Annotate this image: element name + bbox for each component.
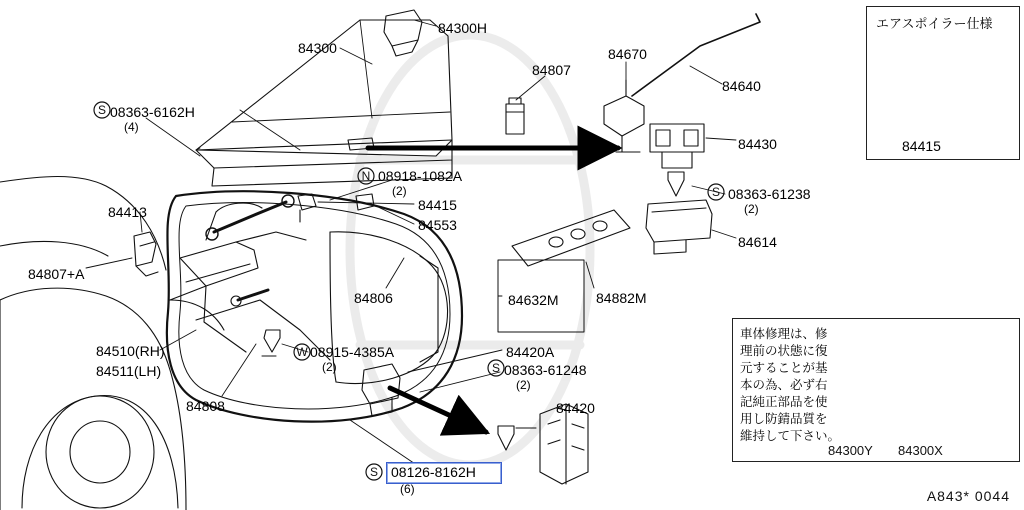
label-84614: 84614 xyxy=(738,234,777,250)
svg-text:S: S xyxy=(369,465,379,479)
repair-note-line-4: 本の為、必ず右 xyxy=(740,377,828,392)
svg-text:S: S xyxy=(711,185,721,199)
label-08915-4385A-qty: (2) xyxy=(322,360,337,374)
label-84415-spoiler: 84415 xyxy=(902,138,941,154)
repair-note-line-2: 理前の状態に復 xyxy=(740,343,828,358)
drawing-code: A843* 0044 xyxy=(926,488,1010,504)
label-84511-LH: 84511(LH) xyxy=(96,363,162,379)
label-84300X: 84300X xyxy=(898,443,943,458)
label-08363-61248-qty: (2) xyxy=(516,378,531,392)
svg-text:S: S xyxy=(97,103,107,117)
spoiler-spec-title: エアスポイラー仕様 xyxy=(876,17,993,32)
repair-note-line-1: 車体修理は、修 xyxy=(740,326,828,341)
label-08918-1082A: 08918-1082A xyxy=(378,168,463,184)
label-84807-A: 84807+A xyxy=(28,266,85,282)
highlighted-part-qty: (6) xyxy=(400,482,415,496)
label-84632M: 84632M xyxy=(508,292,559,308)
repair-note-line-6: 用し防錆品質を xyxy=(740,411,828,426)
highlighted-part-number[interactable] xyxy=(386,462,502,484)
svg-text:W: W xyxy=(296,345,308,359)
label-84510-RH: 84510(RH) xyxy=(96,343,165,359)
label-08363-61238: 08363-61238 xyxy=(728,186,811,202)
highlighted-part-text: 08126-8162H xyxy=(391,464,476,480)
repair-note-line-5: 記純正部品を使 xyxy=(740,394,828,409)
label-84300: 84300 xyxy=(298,40,337,56)
label-08363-61248: 08363-61248 xyxy=(504,362,587,378)
label-84420A: 84420A xyxy=(506,344,555,360)
label-08363-61238-qty: (2) xyxy=(744,202,759,216)
repair-note-line-7: 維持して下さい。 xyxy=(740,428,841,443)
label-84882M: 84882M xyxy=(596,290,647,306)
label-84430: 84430 xyxy=(738,136,777,152)
label-08363-6162H: 08363-6162H xyxy=(110,104,195,120)
label-08918-1082A-qty: (2) xyxy=(392,184,407,198)
label-84413: 84413 xyxy=(108,204,147,220)
label-84808: 84808 xyxy=(186,398,225,414)
label-84640: 84640 xyxy=(722,78,761,94)
label-08363-6162H-qty: (4) xyxy=(124,120,139,134)
repair-note-line-3: 元することが基 xyxy=(740,360,828,375)
label-84415: 84415 xyxy=(418,197,457,213)
label-84807: 84807 xyxy=(532,62,571,78)
svg-text:N: N xyxy=(361,169,371,183)
label-84806: 84806 xyxy=(354,290,393,306)
label-84553: 84553 xyxy=(418,217,457,233)
label-08915-4385A: 08915-4385A xyxy=(310,344,395,360)
label-84300Y: 84300Y xyxy=(828,443,873,458)
label-84420: 84420 xyxy=(556,400,595,416)
label-84670: 84670 xyxy=(608,46,647,62)
svg-text:S: S xyxy=(491,361,501,375)
label-84300H: 84300H xyxy=(438,20,488,36)
